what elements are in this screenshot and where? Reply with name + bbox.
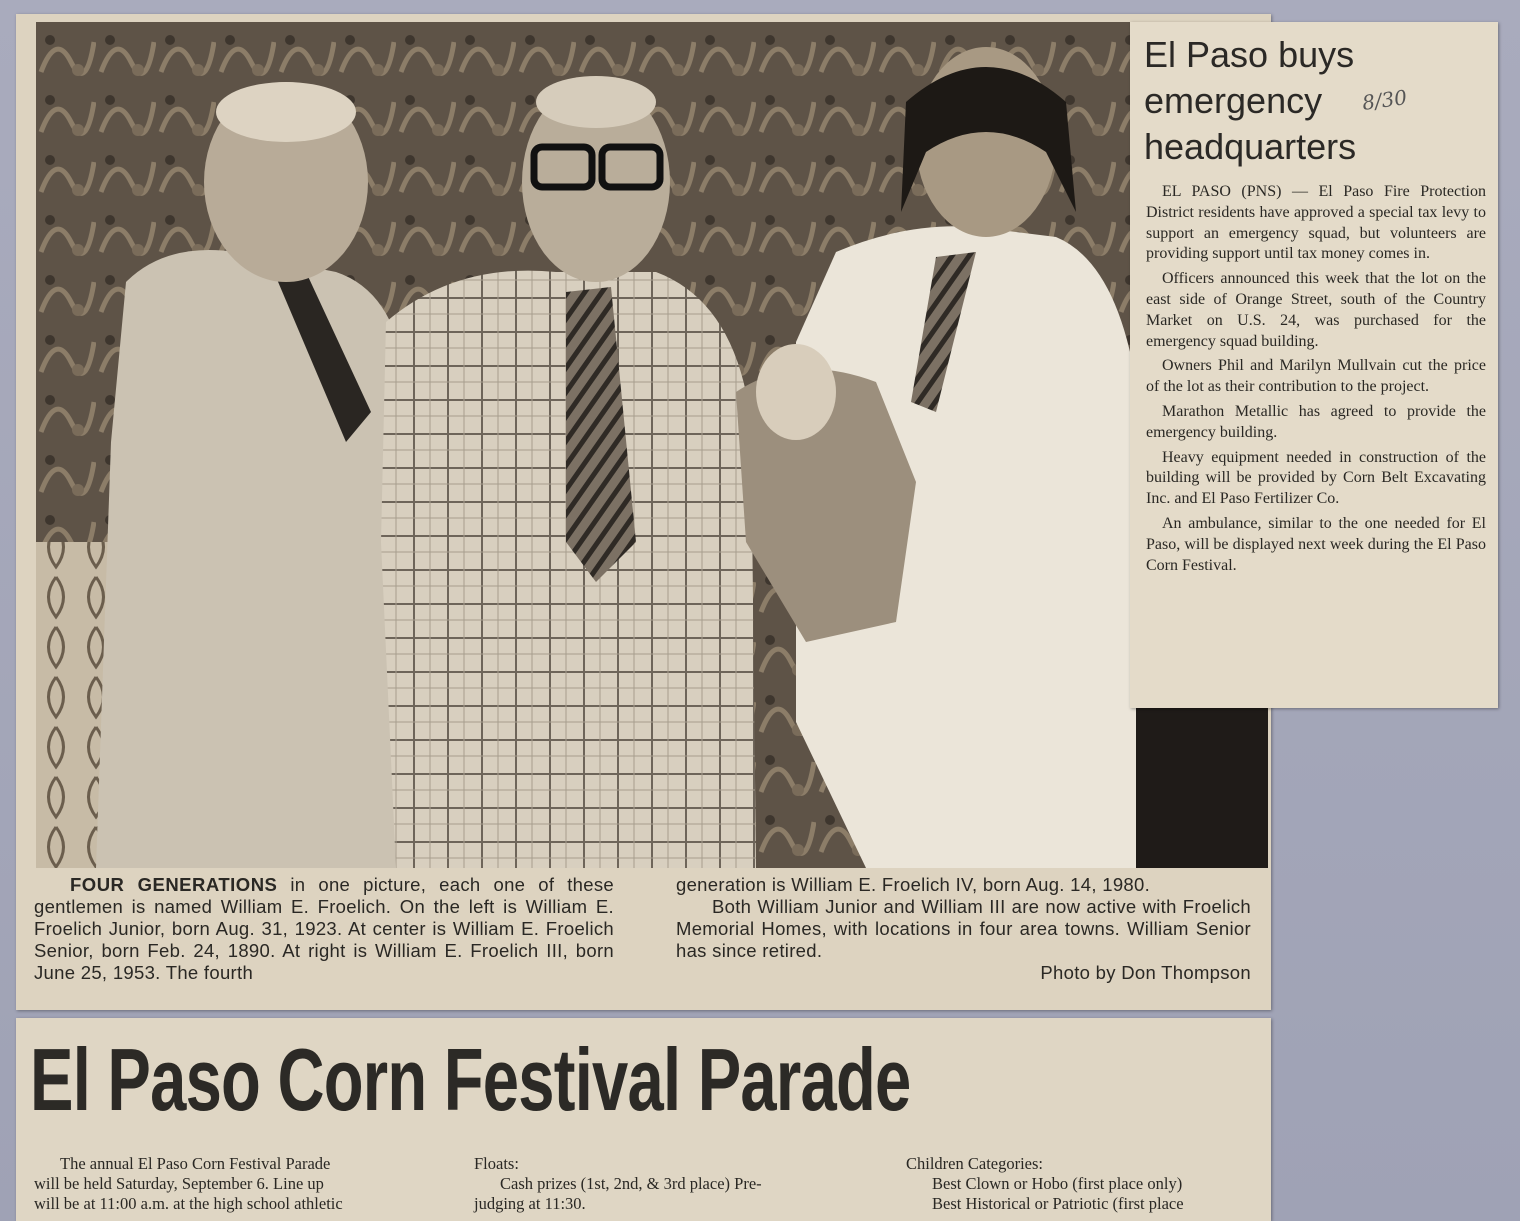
headline-line-3: headquarters	[1144, 126, 1357, 167]
photo-caption-left	[34, 874, 614, 984]
parade-col2-line: Cash prizes (1st, 2nd, & 3rd place) Pre-	[500, 1174, 762, 1193]
article-paragraph: Marathon Metallic has agreed to provide the emergency building.	[1146, 402, 1486, 441]
parade-col1-line: will be at 11:00 a.m. at the high school athletic	[34, 1194, 343, 1213]
parade-clipping	[16, 1018, 1271, 1221]
parade-column-3	[906, 1154, 1266, 1214]
four-generations-photo	[36, 22, 1268, 868]
photo-caption-right	[676, 874, 1251, 984]
article-headline	[1144, 32, 1484, 170]
parade-col2-line: judging at 11:30.	[474, 1194, 586, 1213]
article-clipping	[1130, 22, 1498, 708]
article-paragraph: Officers announced this week that the lot on the east side of Orange Street, south of the Country Market on U.S. 24, was purchased for the emergency squad building.	[1146, 270, 1486, 350]
photo-clipping	[16, 14, 1271, 1010]
caption-lead: FOUR GENERATIONS	[70, 874, 278, 895]
parade-column-1	[34, 1154, 414, 1214]
caption-left-text: in one picture, each one of these gentlemen is named William E. Froelich. On the left is William E. Froelich Junior, born Aug. 31, 1923. At center is William E. Froelich Senior, born Feb. 24, 1890. At right is William E. Froelich III, born June 25, 1953. The fourth	[34, 874, 614, 983]
caption-right-para2: Both William Junior and William III are now active with Froelich Memorial Homes, with locations in four area towns. William Senior has since retired.	[676, 896, 1251, 961]
photo-credit: Photo by Don Thompson	[1040, 962, 1251, 983]
handwritten-date: 8/30	[1360, 84, 1409, 116]
parade-column-2	[474, 1154, 854, 1214]
article-paragraph: EL PASO (PNS) — El Paso Fire Protection District residents have approved a special tax levy to support an emergency squad, but volunteers are providing support until tax money comes in.	[1146, 183, 1486, 263]
parade-col1-line: The annual El Paso Corn Festival Parade	[60, 1154, 331, 1173]
article-paragraph: An ambulance, similar to the one needed for El Paso, will be displayed next week during the El Paso Corn Festival.	[1146, 514, 1486, 574]
parade-title: El Paso Corn Festival Parade	[30, 1030, 911, 1129]
article-paragraph: Owners Phil and Marilyn Mullvain cut the price of the lot as their contribution to the project.	[1146, 357, 1486, 396]
floats-heading: Floats:	[474, 1154, 519, 1173]
caption-right-line1: generation is William E. Froelich IV, born Aug. 14, 1980.	[676, 874, 1151, 895]
article-body	[1146, 182, 1486, 580]
parade-col1-line: will be held Saturday, September 6. Line up	[34, 1174, 324, 1193]
children-categories-heading: Children Categories:	[906, 1154, 1044, 1173]
article-paragraph: Heavy equipment needed in construction of the building will be provided by Corn Belt Excavating Inc. and El Paso Fertilizer Co.	[1146, 448, 1486, 508]
headline-line-2: emergency	[1144, 80, 1323, 121]
headline-line-1: El Paso buys	[1144, 34, 1355, 75]
parade-col3-line: Best Clown or Hobo (first place only)	[932, 1174, 1183, 1193]
parade-col3-line: Best Historical or Patriotic (first place	[932, 1194, 1184, 1213]
